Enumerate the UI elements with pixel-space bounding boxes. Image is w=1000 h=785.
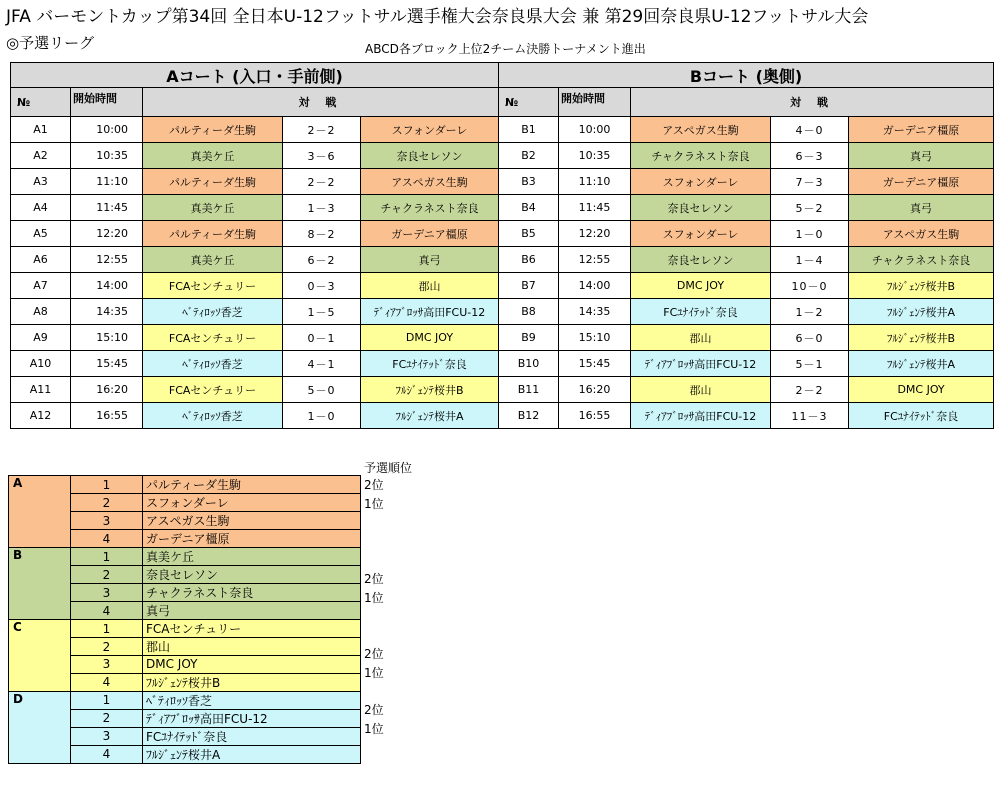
kickoff-time: 10:35	[71, 143, 143, 169]
match-id: A10	[11, 351, 71, 377]
kickoff-time: 15:45	[559, 351, 631, 377]
col-match-b: 対 戦	[631, 88, 994, 117]
kickoff-time: 12:55	[71, 247, 143, 273]
match-score: 5－0	[283, 377, 361, 403]
kickoff-time: 16:55	[559, 403, 631, 429]
team-name: パルティーダ生駒	[143, 476, 361, 494]
away-team: 郡山	[361, 273, 499, 299]
section-title: ◎予選リーグ	[6, 34, 95, 52]
home-team: FCAセンチュリー	[143, 325, 283, 351]
match-id: B12	[499, 403, 559, 429]
team-name: DMC JOY	[143, 656, 361, 674]
match-row	[11, 221, 994, 247]
match-id: A11	[11, 377, 71, 403]
away-team: 真弓	[849, 143, 994, 169]
team-number: 1	[71, 476, 143, 494]
home-team: ﾍﾞﾃｨﾛｯｿ香芝	[143, 299, 283, 325]
team-number: 4	[71, 530, 143, 548]
away-team: ﾌﾙｼﾞｪﾝﾃ桜井B	[361, 377, 499, 403]
kickoff-time: 15:45	[71, 351, 143, 377]
kickoff-time: 15:10	[71, 325, 143, 351]
away-team: ガーデニア橿原	[361, 221, 499, 247]
team-number: 1	[71, 620, 143, 638]
match-id: A1	[11, 117, 71, 143]
away-team: スフォンダーレ	[361, 117, 499, 143]
match-id: B10	[499, 351, 559, 377]
match-row	[11, 247, 994, 273]
home-team: ﾍﾞﾃｨﾛｯｿ香芝	[143, 403, 283, 429]
team-name: 郡山	[143, 638, 361, 656]
match-score: 1－0	[283, 403, 361, 429]
team-number: 4	[71, 745, 143, 763]
match-score: 2－2	[771, 377, 849, 403]
away-team: ガーデニア橿原	[849, 169, 994, 195]
match-score: 2－2	[283, 169, 361, 195]
away-team: ﾌﾙｼﾞｪﾝﾃ桜井B	[849, 325, 994, 351]
team-number: 2	[71, 638, 143, 656]
court-b-title: Bコート (奥側)	[499, 63, 994, 88]
away-team: ﾃﾞｨｱﾌﾞﾛｯｻ高田FCU-12	[361, 299, 499, 325]
match-score: 10－0	[771, 273, 849, 299]
match-row	[11, 143, 994, 169]
team-name: ﾍﾞﾃｨﾛｯｿ香芝	[143, 691, 361, 709]
final-place: 1位	[364, 721, 384, 736]
col-match-a: 対 戦	[143, 88, 499, 117]
home-team: FCAセンチュリー	[143, 273, 283, 299]
final-place: 1位	[364, 665, 384, 680]
away-team: DMC JOY	[849, 377, 994, 403]
match-id: B5	[499, 221, 559, 247]
match-id: A6	[11, 247, 71, 273]
team-number: 2	[71, 494, 143, 512]
home-team: FCﾕﾅｲﾃｯﾄﾞ奈良	[631, 299, 771, 325]
away-team: 真弓	[361, 247, 499, 273]
match-row	[11, 351, 994, 377]
home-team: 奈良セレソン	[631, 195, 771, 221]
team-number: 2	[71, 709, 143, 727]
home-team: 奈良セレソン	[631, 247, 771, 273]
away-team: ﾌﾙｼﾞｪﾝﾃ桜井A	[849, 299, 994, 325]
standings-row	[9, 691, 361, 709]
col-start-a: 開始時間	[71, 88, 143, 117]
standings-row	[9, 548, 361, 566]
team-name: ガーデニア橿原	[143, 530, 361, 548]
match-score: 1－2	[771, 299, 849, 325]
away-team: チャクラネスト奈良	[849, 247, 994, 273]
group-label: D	[9, 691, 71, 763]
team-number: 4	[71, 673, 143, 691]
team-number: 2	[71, 566, 143, 584]
match-score: 1－4	[771, 247, 849, 273]
kickoff-time: 14:35	[71, 299, 143, 325]
home-team: スフォンダーレ	[631, 169, 771, 195]
kickoff-time: 14:00	[71, 273, 143, 299]
kickoff-time: 11:45	[559, 195, 631, 221]
home-team: ﾃﾞｨｱﾌﾞﾛｯｻ高田FCU-12	[631, 403, 771, 429]
final-place: 2位	[364, 703, 384, 717]
final-place: 2位	[364, 571, 384, 586]
kickoff-time: 11:10	[71, 169, 143, 195]
match-score: 2－2	[283, 117, 361, 143]
home-team: 真美ケ丘	[143, 195, 283, 221]
match-score: 7－3	[771, 169, 849, 195]
match-id: A2	[11, 143, 71, 169]
team-name: FCAセンチュリー	[143, 620, 361, 638]
match-id: B1	[499, 117, 559, 143]
match-score: 0－1	[283, 325, 361, 351]
match-id: A8	[11, 299, 71, 325]
away-team: ﾌﾙｼﾞｪﾝﾃ桜井A	[849, 351, 994, 377]
home-team: 郡山	[631, 325, 771, 351]
team-name: スフォンダーレ	[143, 494, 361, 512]
match-row	[11, 117, 994, 143]
home-team: ﾍﾞﾃｨﾛｯｿ香芝	[143, 351, 283, 377]
team-number: 1	[71, 548, 143, 566]
kickoff-time: 10:00	[71, 117, 143, 143]
kickoff-time: 16:20	[559, 377, 631, 403]
away-team: ﾌﾙｼﾞｪﾝﾃ桜井A	[361, 403, 499, 429]
team-number: 3	[71, 512, 143, 530]
match-score: 3－6	[283, 143, 361, 169]
team-name: 真美ケ丘	[143, 548, 361, 566]
team-name: ﾌﾙｼﾞｪﾝﾃ桜井B	[143, 673, 361, 691]
match-score: 6－0	[771, 325, 849, 351]
match-score: 5－2	[771, 195, 849, 221]
schedule-table	[10, 62, 994, 429]
match-score: 1－0	[771, 221, 849, 247]
group-label: B	[9, 548, 71, 620]
home-team: パルティーダ生駒	[143, 117, 283, 143]
away-team: FCﾕﾅｲﾃｯﾄﾞ奈良	[361, 351, 499, 377]
kickoff-time: 15:10	[559, 325, 631, 351]
match-score: 4－0	[771, 117, 849, 143]
kickoff-time: 14:35	[559, 299, 631, 325]
page-title: JFA バーモントカップ第34回 全日本U-12フットサル選手権大会奈良県大会 兼 第29回奈良県U-12フットサル大会	[6, 7, 869, 27]
home-team: アスペガス生駒	[631, 117, 771, 143]
match-id: B9	[499, 325, 559, 351]
away-team: 真弓	[849, 195, 994, 221]
match-id: A3	[11, 169, 71, 195]
away-team: FCﾕﾅｲﾃｯﾄﾞ奈良	[849, 403, 994, 429]
team-name: FCﾕﾅｲﾃｯﾄﾞ奈良	[143, 727, 361, 745]
team-number: 4	[71, 602, 143, 620]
match-row	[11, 377, 994, 403]
team-number: 3	[71, 727, 143, 745]
col-no-a: №	[11, 88, 71, 117]
final-place: 1位	[364, 496, 384, 511]
away-team: DMC JOY	[361, 325, 499, 351]
standings-row	[9, 620, 361, 638]
match-score: 6－3	[771, 143, 849, 169]
team-name: ﾃﾞｨｱﾌﾞﾛｯｻ高田FCU-12	[143, 709, 361, 727]
team-number: 1	[71, 691, 143, 709]
team-name: ﾌﾙｼﾞｪﾝﾃ桜井A	[143, 745, 361, 763]
final-place: 2位	[364, 478, 384, 492]
match-score: 1－3	[283, 195, 361, 221]
match-score: 6－2	[283, 247, 361, 273]
team-name: 奈良セレソン	[143, 566, 361, 584]
group-label: C	[9, 620, 71, 692]
match-id: B8	[499, 299, 559, 325]
match-id: A7	[11, 273, 71, 299]
match-id: A5	[11, 221, 71, 247]
kickoff-time: 16:55	[71, 403, 143, 429]
court-header-row	[11, 63, 994, 88]
match-score: 5－1	[771, 351, 849, 377]
team-number: 3	[71, 656, 143, 674]
kickoff-time: 12:20	[71, 221, 143, 247]
away-team: アスペガス生駒	[361, 169, 499, 195]
kickoff-time: 10:00	[559, 117, 631, 143]
match-row	[11, 273, 994, 299]
col-no-b: №	[499, 88, 559, 117]
match-id: A9	[11, 325, 71, 351]
final-place: 2位	[364, 646, 384, 661]
match-score: 8－2	[283, 221, 361, 247]
kickoff-time: 10:35	[559, 143, 631, 169]
team-name: チャクラネスト奈良	[143, 584, 361, 602]
match-id: B7	[499, 273, 559, 299]
match-id: A12	[11, 403, 71, 429]
match-row	[11, 195, 994, 221]
kickoff-time: 16:20	[71, 377, 143, 403]
kickoff-time: 12:55	[559, 247, 631, 273]
away-team: チャクラネスト奈良	[361, 195, 499, 221]
match-row	[11, 403, 994, 429]
match-score: 11－3	[771, 403, 849, 429]
match-id: B4	[499, 195, 559, 221]
match-row	[11, 325, 994, 351]
home-team: FCAセンチュリー	[143, 377, 283, 403]
match-score: 4－1	[283, 351, 361, 377]
home-team: ﾃﾞｨｱﾌﾞﾛｯｻ高田FCU-12	[631, 351, 771, 377]
home-team: 郡山	[631, 377, 771, 403]
kickoff-time: 12:20	[559, 221, 631, 247]
match-row	[11, 299, 994, 325]
home-team: 真美ケ丘	[143, 247, 283, 273]
match-score: 0－3	[283, 273, 361, 299]
home-team: スフォンダーレ	[631, 221, 771, 247]
column-header-row	[11, 88, 994, 117]
advancement-note: ABCD各ブロック上位2チーム決勝トーナメント進出	[365, 42, 646, 56]
home-team: DMC JOY	[631, 273, 771, 299]
home-team: チャクラネスト奈良	[631, 143, 771, 169]
match-score: 1－5	[283, 299, 361, 325]
away-team: ﾌﾙｼﾞｪﾝﾃ桜井B	[849, 273, 994, 299]
match-id: B6	[499, 247, 559, 273]
kickoff-time: 14:00	[559, 273, 631, 299]
home-team: パルティーダ生駒	[143, 169, 283, 195]
standings-table	[8, 475, 361, 764]
court-a-title: Aコート (入口・手前側)	[11, 63, 499, 88]
kickoff-time: 11:45	[71, 195, 143, 221]
standings-title: 予選順位	[364, 461, 413, 475]
kickoff-time: 11:10	[559, 169, 631, 195]
match-id: B2	[499, 143, 559, 169]
match-id: B3	[499, 169, 559, 195]
team-number: 3	[71, 584, 143, 602]
match-row	[11, 169, 994, 195]
team-name: アスペガス生駒	[143, 512, 361, 530]
col-start-b: 開始時間	[559, 88, 631, 117]
standings-row	[9, 476, 361, 494]
team-name: 真弓	[143, 602, 361, 620]
home-team: 真美ケ丘	[143, 143, 283, 169]
match-id: B11	[499, 377, 559, 403]
away-team: ガーデニア橿原	[849, 117, 994, 143]
group-label: A	[9, 476, 71, 548]
home-team: パルティーダ生駒	[143, 221, 283, 247]
away-team: 奈良セレソン	[361, 143, 499, 169]
away-team: アスペガス生駒	[849, 221, 994, 247]
final-place: 1位	[364, 590, 384, 605]
match-id: A4	[11, 195, 71, 221]
